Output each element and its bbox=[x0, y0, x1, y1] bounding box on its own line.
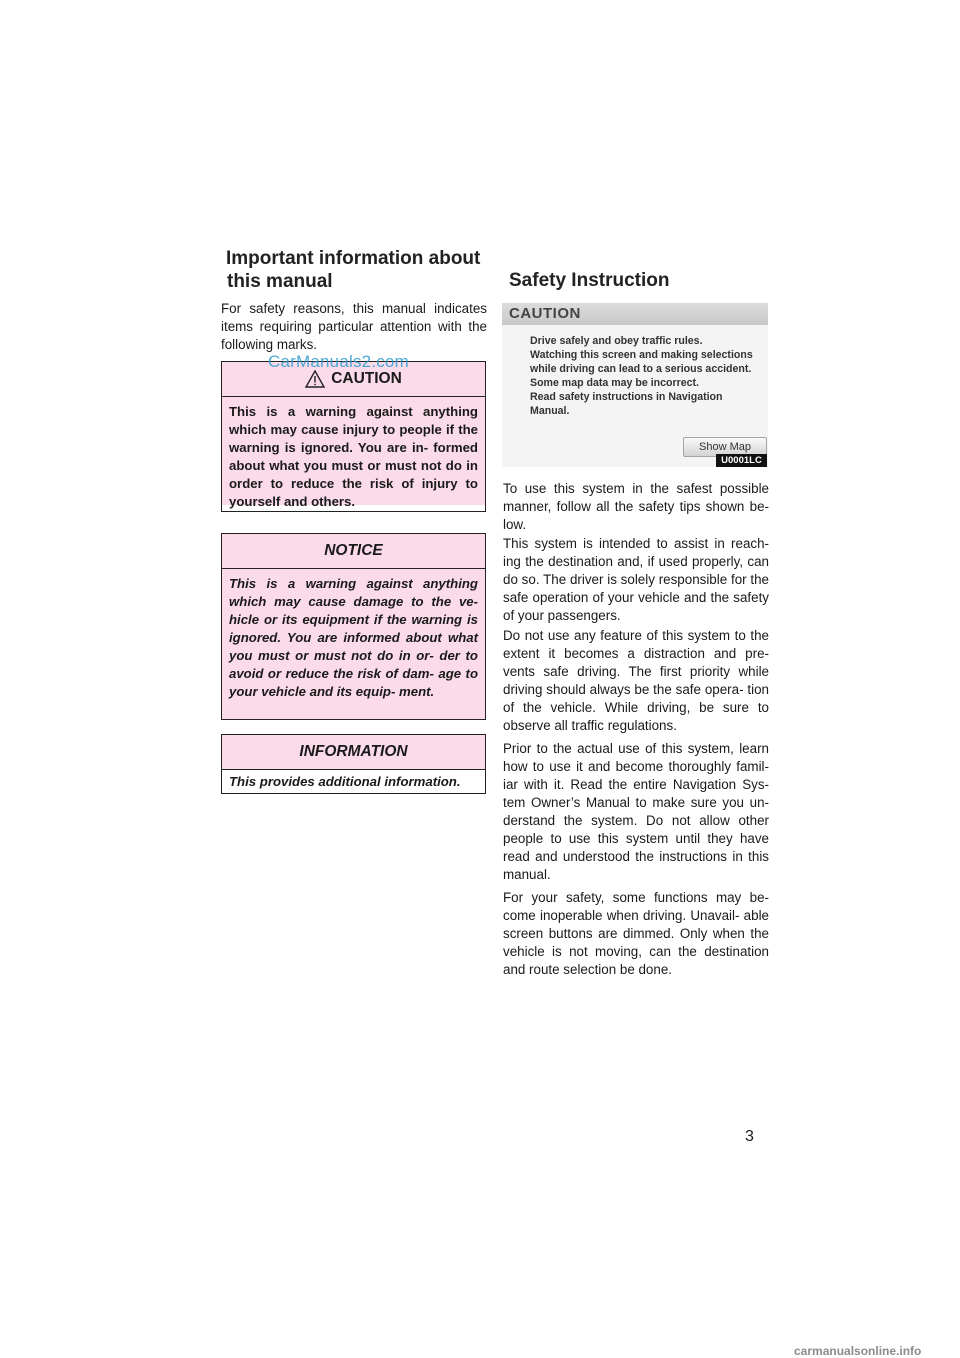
safety-paragraph: For your safety, some functions may be- come inoperable when driving. Unavail- able screen buttons are dimmed. Only when the vehicle is not moving, can the destination and route selection be done. bbox=[503, 890, 769, 977]
screen-message-line: Read safety instructions in Navigation Manual. bbox=[530, 391, 723, 417]
caution-title: CAUTION bbox=[331, 370, 402, 387]
safety-paragraph: Prior to the actual use of this system, learn how to use it and become thoroughly famil- iar with it. Read the entire Navigation Sys- tem Owner’s Manual to make sure you un- derstand the system. Do not allow other people to use this system until they have read and understood the instructions in this manual. bbox=[503, 741, 769, 882]
warning-triangle-icon bbox=[305, 370, 325, 388]
information-box-header bbox=[222, 735, 485, 770]
screen-message-line: Watching this screen and making selections bbox=[530, 349, 753, 361]
page-number: 3 bbox=[745, 1128, 754, 1145]
screen-message-line: Some map data may be incorrect. bbox=[530, 377, 699, 389]
section-heading-important-information bbox=[226, 247, 494, 293]
information-text: This provides additional information. bbox=[222, 770, 485, 793]
screen-caution-title: CAUTION bbox=[509, 305, 581, 322]
section-heading-safety-instruction: Safety Instruction bbox=[509, 270, 670, 291]
heading-line-2: this manual bbox=[227, 271, 333, 292]
image-code-label: U0001LC bbox=[716, 454, 767, 467]
notice-box-header bbox=[222, 534, 485, 569]
information-box bbox=[221, 734, 486, 794]
information-title: INFORMATION bbox=[299, 743, 408, 760]
show-map-button[interactable]: Show Map bbox=[683, 437, 767, 457]
intro-paragraph: For safety reasons, this manual indicates items requiring particular attention with the following marks. bbox=[221, 301, 487, 352]
safety-paragraph: To use this system in the safest possible manner, follow all the safety tips shown be- low. bbox=[503, 481, 769, 532]
safety-paragraph: Do not use any feature of this system to the extent it becomes a distraction and pre- vents safe driving. The first priority while driving should always be the safe opera- tion of the vehicle. While driving, be sure to observe all traffic regulations. bbox=[503, 628, 769, 733]
watermark-carmanualsonline: carmanualsonline.info bbox=[794, 1344, 922, 1358]
screen-message-line: Drive safely and obey traffic rules. bbox=[530, 335, 703, 347]
notice-text: This is a warning against anything which may cause damage to the ve- hicle or its equipment if the warning is ignored. You are informed about what you must or must not do in or- der to avoid or reduce the risk of dam- age to your vehicle and its equip- ment. bbox=[222, 569, 485, 719]
safety-paragraph: This system is intended to assist in reach- ing the destination and, if used properly, can do so. The driver is solely responsible for the safe operation of your vehicle and the safety of your passengers. bbox=[503, 536, 769, 623]
caution-box bbox=[221, 361, 486, 512]
watermark-carmanuals2: CarManuals2.com bbox=[268, 352, 409, 371]
caution-text: This is a warning against anything which may cause injury to people if the warning is ignored. You are in- formed about what you must or must not do in order to reduce the risk of injury to yourself and others. bbox=[222, 397, 485, 505]
notice-box bbox=[221, 533, 486, 720]
navigation-screen-image bbox=[502, 303, 768, 467]
notice-title: NOTICE bbox=[324, 542, 383, 559]
screen-message-line: while driving can lead to a serious accident. bbox=[530, 363, 752, 375]
heading-line-1: Important information about bbox=[226, 248, 481, 269]
